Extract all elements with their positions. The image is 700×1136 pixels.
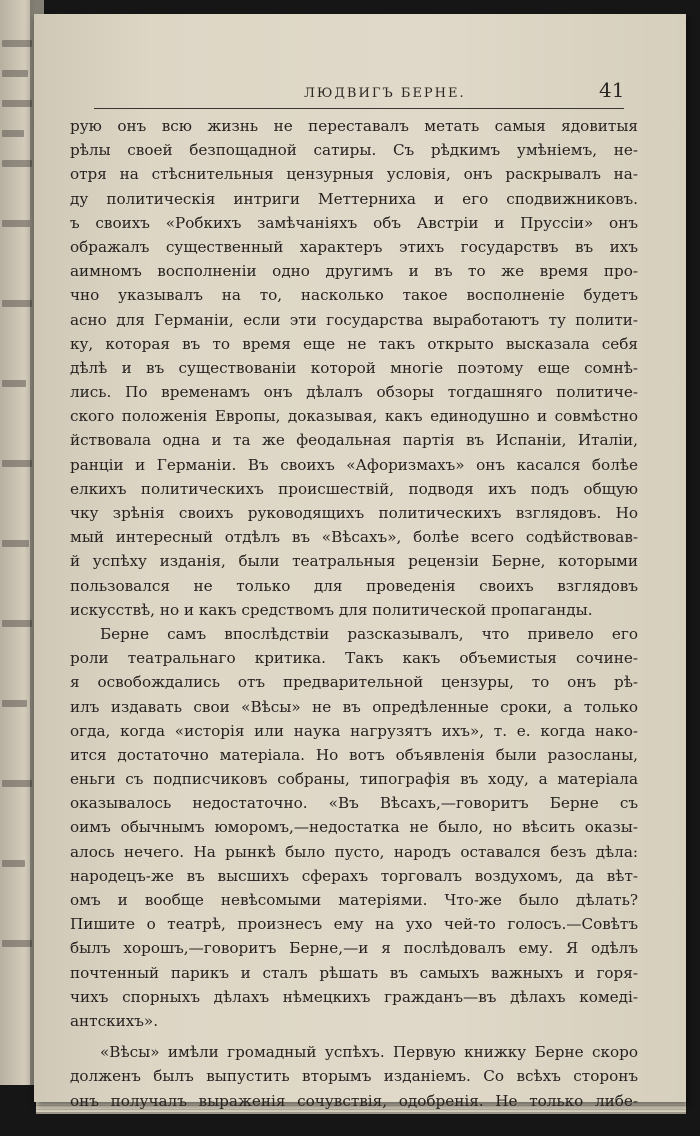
body-text [70,114,638,1113]
text-line: алось нечего. На рынкѣ было пусто, народъ оставался безъ дѣла: [70,842,638,861]
text-line: оказывалось недостаточно. «Въ Вѣсахъ,—говоритъ Берне съ [70,794,638,813]
text-line: огда, когда «исторія или наука нагрузятъ ихъ», т. е. когда нако- [70,721,638,740]
text-line: чно указывалъ на то, насколько такое восполненіе будетъ [70,286,638,305]
text-line: почтенный парикъ и сталъ рѣшать въ самыхъ важныхъ и горя- [70,963,638,982]
text-line: мый интересный отдѣлъ въ «Вѣсахъ», болѣе всего содѣйствовав- [70,528,638,547]
text-line: роли театральнаго критика. Такъ какъ объемистыя сочине- [70,649,638,668]
text-line: асно для Германіи, если эти государства выработаютъ ту полити- [70,310,638,329]
text-line: илъ издавать свои «Вѣсы» не въ опредѣленные сроки, а только [70,697,638,716]
text-line: ится достаточно матеріала. Но вотъ объявленія были разосланы, [70,745,638,764]
text-line: ранціи и Германіи. Въ своихъ «Афоризмахъ» онъ касался болѣе [70,455,638,474]
text-line: «Вѣсы» имѣли громадный успѣхъ. Первую книжку Берне скоро [100,1043,638,1062]
text-line: пользовался не только для проведенія своихъ взглядовъ [70,576,638,595]
text-line: Пишите о театрѣ, произнесъ ему на ухо чей-то голосъ.—Совѣтъ [70,915,638,934]
text-line: елкихъ политическихъ происшествій, подводя ихъ подъ общую [70,479,638,498]
text-line: йствовала одна и та же феодальная партія въ Испаніи, Италіи, [70,431,638,450]
text-line: лись. По временамъ онъ дѣлалъ обзоры тогдашняго политиче- [70,383,638,402]
text-line: ъ своихъ «Робкихъ замѣчаніяхъ объ Австріи и Пруссіи» онъ [70,213,638,232]
text-line: оимъ обычнымъ юморомъ,—недостатка не было, но вѣсить оказы- [70,818,638,837]
text-line: былъ хорошъ,—говоритъ Берне,—и я послѣдовалъ ему. Я одѣлъ [70,939,638,958]
text-line: долженъ былъ выпустить вторымъ изданіемъ. Со всѣхъ сторонъ [70,1067,638,1086]
text-line: чихъ спорныхъ дѣлахъ нѣмецкихъ гражданъ—въ дѣлахъ комеді- [70,987,638,1006]
page-number: 41 [599,78,625,102]
text-line: ку, которая въ то время еще не такъ открыто высказала себя [70,334,638,353]
text-line: рѣлы своей безпощадной сатиры. Съ рѣдкимъ умѣніемъ, не- [70,141,638,160]
page-header [94,74,624,109]
text-line: рую онъ всю жизнь не переставалъ метать самыя ядовитыя [70,117,638,135]
running-title: ЛЮДВИГЪ БЕРНЕ. [304,86,466,101]
text-line: ского положенія Европы, доказывая, какъ единодушно и совмѣстно [70,407,638,426]
book-page [34,14,686,1110]
text-line: дѣлѣ и въ существованіи которой многіе поэтому еще сомнѣ- [70,358,638,377]
text-line: ду политическія интриги Меттерниха и его сподвижниковъ. [70,189,638,208]
text-line: й успѣху изданія, были театральныя рецензіи Берне, которыми [70,552,638,571]
text-line: еньги съ подписчиковъ собраны, типографія въ ходу, а матеріала [70,770,638,789]
text-line: онъ получалъ выраженія сочувствія, одобренія. Не только либе- [70,1091,638,1110]
text-line: искусствѣ, но и какъ средствомъ для политической пропаганды. [70,600,593,619]
text-line: отря на стѣснительныя цензурныя условія, онъ раскрывалъ на- [70,165,638,184]
text-line: я освобождались отъ предварительной цензуры, то онъ рѣ- [70,673,638,692]
text-line: народецъ-же въ высшихъ сферахъ торговалъ воздухомъ, да вѣт- [70,866,638,885]
text-line: омъ и вообще невѣсомыми матеріями. Что-же было дѣлать? [70,891,638,909]
text-line: чку зрѣнія своихъ руководящихъ политическихъ взглядовъ. Но [70,504,638,522]
text-line: аимномъ восполненіи одно другимъ и въ то же время про- [70,262,638,281]
text-line: антскихъ». [70,1011,159,1030]
text-line: ображалъ существенный характеръ этихъ государствъ въ ихъ [70,237,638,256]
text-line: Берне самъ впослѣдствіи разсказывалъ, что привело его [100,624,638,643]
